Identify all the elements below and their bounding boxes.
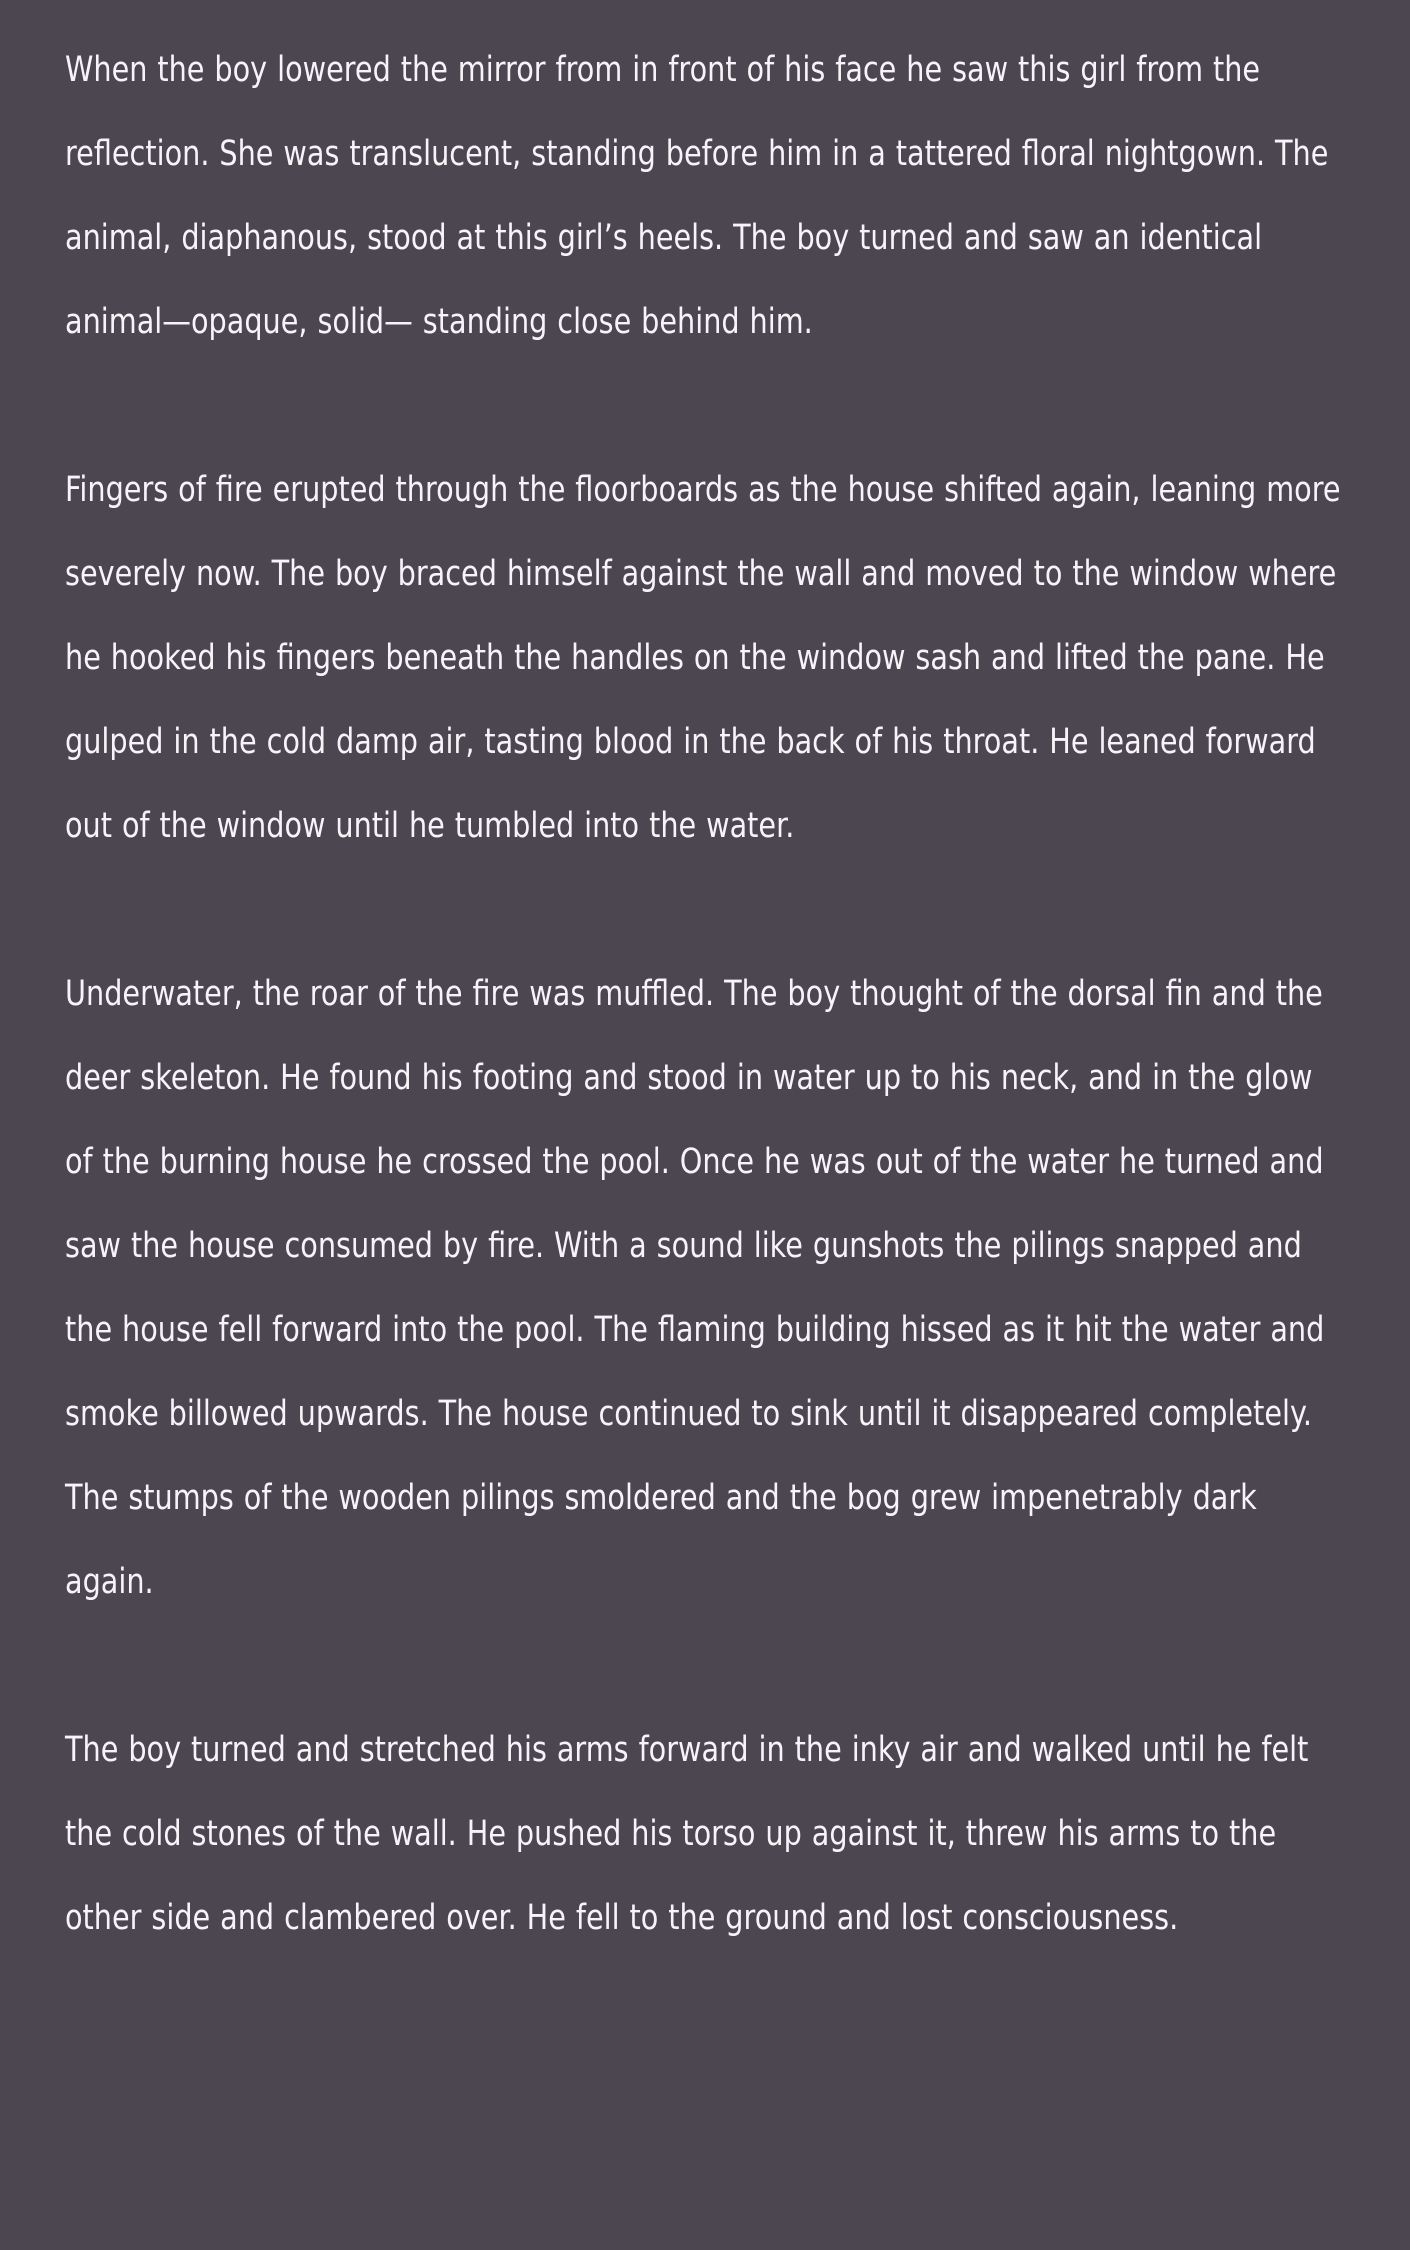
paragraph-climb-wall: The boy turned and stretched his arms forward in the inky air and walked until he felt the cold stones of the wall. He pushed his torso up against it, threw his arms to the other side and clambered over. He fell to the ground and lost consciousness.: [65, 1730, 1309, 1938]
paragraph-escape-window: Fingers of fire erupted through the floorboards as the house shifted again, leaning more severely now. The boy braced himself against the wall and moved to the window where he hooked his fingers beneath the handles on the window sash and lifted the pane. He gulped in the cold damp air, tasting blood in the back of his throat. He leaned forward out of the window until he tumbled into the water.: [65, 470, 1341, 846]
paragraph-mirror-reflection: When the boy lowered the mirror from in front of his face he saw this girl from the reflection. She was translucent, standing before him in a tattered floral nightgown. The animal, diaphanous, stood at this girl’s heels. The boy turned and saw an identical animal—opaque, solid— standing close behind him.: [65, 50, 1329, 342]
paragraph-underwater-house-sinks: Underwater, the roar of the fire was muffled. The boy thought of the dorsal fin and the deer skeleton. He found his footing and stood in water up to his neck, and in the glow of the burning house he crossed the pool. Once he was out of the water he turned and saw the house consumed by fire. With a sound like gunshots the pilings snapped and the house fell forward into the pool. The flaming building hissed as it hit the water and smoke billowed upwards. The house continued to sink until it disappeared completely. The stumps of the wooden pilings smoldered and the bog grew impenetrably dark again.: [65, 974, 1325, 1602]
